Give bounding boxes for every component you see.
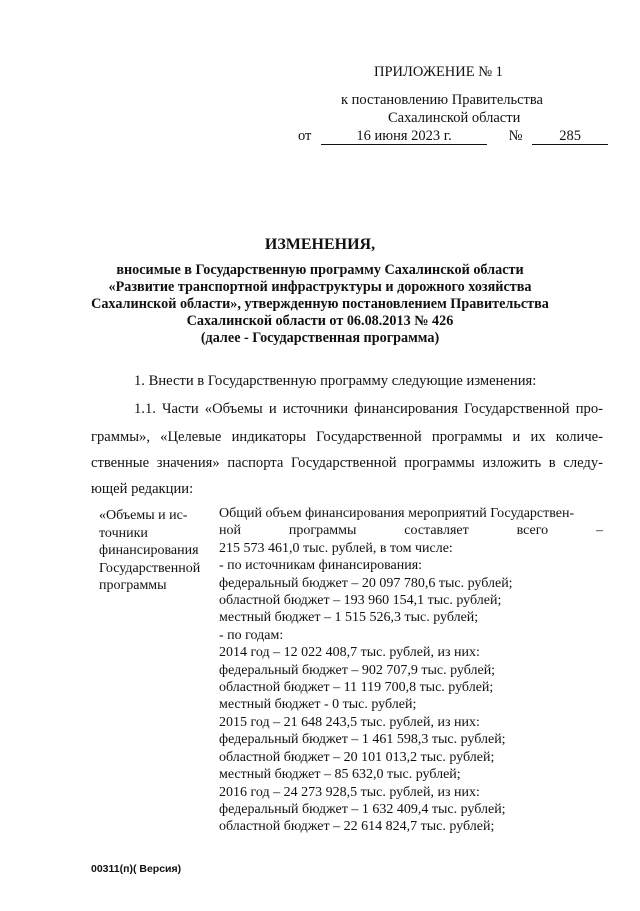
right-cell-line: федеральный бюджет – 1 461 598,3 тыс. рублей; xyxy=(219,732,506,748)
title-line: вносимые в Государственную программу Сахалинской области xyxy=(116,262,524,278)
right-cell-line: федеральный бюджет – 902 707,9 тыс. рублей; xyxy=(219,662,496,678)
region-line: Сахалинской области xyxy=(388,110,521,126)
right-cell-line: местный бюджет - 0 тыс. рублей; xyxy=(219,697,417,713)
resolution-reference xyxy=(298,128,608,146)
title-line: (далее - Государственная программа) xyxy=(200,330,440,346)
right-cell-line: местный бюджет – 85 632,0 тыс. рублей; xyxy=(219,767,461,783)
right-cell-line: 2016 год – 24 273 928,5 тыс. рублей, из них: xyxy=(219,784,480,800)
right-cell-line: областной бюджет – 20 101 013,2 тыс. рублей; xyxy=(219,749,495,765)
item-1-1-line: ственные значения» паспорта Государственной программы изложить в следу- xyxy=(91,455,603,471)
number-label: № xyxy=(508,128,523,144)
justified-word: всего xyxy=(516,523,549,539)
appendix-title: ПРИЛОЖЕНИЕ № 1 xyxy=(374,64,503,80)
footer-code xyxy=(91,861,181,879)
right-cell-line: 2015 год – 21 648 243,5 тыс. рублей, из них: xyxy=(219,714,480,730)
resolution-number: 285 xyxy=(532,129,608,145)
from-label: от xyxy=(298,128,312,144)
right-cell-line: - по источникам финансирования: xyxy=(219,558,423,574)
right-cell-line: федеральный бюджет – 1 632 409,4 тыс. рублей; xyxy=(219,801,506,817)
justified-word: составляет xyxy=(404,523,469,539)
justified-word: – xyxy=(596,523,603,539)
title-line: «Развитие транспортной инфраструктуры и дорожного хозяйства xyxy=(108,279,532,295)
left-cell-line: точники xyxy=(99,525,148,541)
item-1-1-line: граммы», «Целевые индикаторы Государственной программы и их количе- xyxy=(91,429,603,445)
title-line: Сахалинской области», утвержденную постановлением Правительства xyxy=(91,296,549,312)
right-cell-line: местный бюджет – 1 515 526,3 тыс. рублей; xyxy=(219,610,479,626)
justified-word: ной xyxy=(219,523,241,539)
left-cell-line: Государственной xyxy=(99,560,201,576)
right-cell-line: федеральный бюджет – 20 097 780,6 тыс. рублей; xyxy=(219,575,513,591)
right-cell-line: областной бюджет – 193 960 154,1 тыс. рублей; xyxy=(219,593,502,609)
right-cell-line: областной бюджет – 22 614 824,7 тыс. рублей; xyxy=(219,819,495,835)
right-cell-justified-line xyxy=(219,522,603,539)
right-cell-line: Общий объем финансирования мероприятий Государствен- xyxy=(219,506,575,521)
left-cell-line: программы xyxy=(99,578,167,593)
footer-code-text: 00311(п)( Версия) xyxy=(91,863,182,875)
table-left-cell xyxy=(99,507,200,595)
right-cell-line: - по годам: xyxy=(219,627,284,643)
table-right-cell xyxy=(219,505,603,836)
title-line: Сахалинской области от 06.08.2013 № 426 xyxy=(186,313,454,329)
right-cell-line: областной бюджет – 11 119 700,8 тыс. рублей; xyxy=(219,680,494,696)
right-cell-line: 215 573 461,0 тыс. рублей, в том числе: xyxy=(219,540,453,556)
left-cell-line: «Объемы и ис- xyxy=(99,508,188,523)
justified-word: программы xyxy=(288,523,357,539)
item-1-1-line: ющей редакции: xyxy=(91,481,194,497)
item-1: 1. Внести в Государственную программу следующие изменения: xyxy=(134,373,537,389)
item-1-1-line: 1.1. Части «Объемы и источники финансирования Государственной про- xyxy=(134,401,603,417)
resolution-date: 16 июня 2023 г. xyxy=(321,129,487,145)
right-cell-line: 2014 год – 12 022 408,7 тыс. рублей, из них: xyxy=(219,645,480,661)
document-heading: ИЗМЕНЕНИЯ, xyxy=(264,236,376,253)
left-cell-line: финансирования xyxy=(99,543,199,558)
resolution-line: к постановлению Правительства xyxy=(341,92,543,108)
